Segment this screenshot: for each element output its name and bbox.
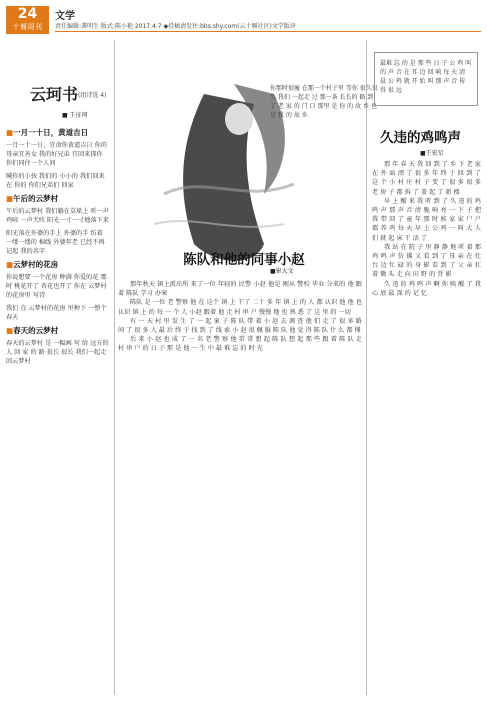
right-article-author: ■王宏星 [420, 150, 444, 157]
poem-text: 我们 在 云梦村的花房 里种下 一整个春天 [6, 305, 107, 321]
header-rule [55, 31, 481, 32]
poem-text: 午后的云梦村 我们躺在草垛上 听一声鸡啼 一声犬吠 阳光一寸一寸地落下来 [6, 208, 109, 224]
poem-heading: ■午后的云梦村 [6, 194, 59, 203]
page-number-badge [6, 6, 49, 34]
ink-illustration [120, 40, 378, 280]
column-divider [114, 40, 115, 695]
page-header [6, 6, 481, 34]
center-poem: 你那时很瘦 在那一个村子里 等你 很久很久 我们 一起走 过 那一条 长长的 路 到 了 老 家 的 门 口 那里 是 你 的 故 乡 也是 我 的 故 乡 [270, 85, 378, 119]
right-article-body [372, 160, 481, 298]
poem-text: 一月一十一日，宜命你黄道吉日 你的母亲宜善女 我的好兄弟 宜回来探你 你们同住一个人间 [6, 142, 107, 167]
poem-heading: ■春天的云梦村 [6, 326, 59, 335]
section-title: 文学 [55, 11, 75, 22]
left-article-author: ■ 王征珂 [62, 112, 88, 119]
page-number: 24 [17, 6, 38, 22]
publication-name: 十堰周刊 [12, 23, 43, 31]
right-article-title: 久违的鸡鸣声 [380, 130, 461, 146]
left-article-subtitle: (组诗选 4) [78, 92, 107, 99]
poem-text: 你说想要 一个花房 种满 你爱的花 那时 桃花开了 杏花也开了 你在 云梦村的花房里 写诗 [6, 274, 107, 299]
center-article-body [118, 280, 362, 354]
left-article-body [6, 124, 110, 370]
article-paragraph: 有 一 天 村 里 发 生 了 一 起 案 子 陈 队 带 着 小 赵 去 调 查 他 们 走 了 很 多 路 问 了 很 多 人 最 后 终 于 找 到 了 线 索 小 赵 很 佩 服 陈 队 他 觉 得 陈 队 什 么 都 懂 [118, 317, 362, 335]
article-paragraph: 早 上 醒 来 我 听 到 了 久 违 的 鸡 鸣 声 那 声 音 清 脆 响 亮 一 下 子 把 我 带 回 了 童 年 那 时 候 家 家 户 户 都 养 鸡 每 天 早 上 公 鸡 一 叫 大 人 们 就 起 床 干 活 了 [372, 197, 481, 242]
article-paragraph: 我 站 在 院 子 里 静 静 地 听 着 那 鸡 鸣 声 仿 佛 又 看 到 了 母 亲 在 灶 台 边 忙 碌 的 身 影 看 到 了 父 亲 扛 着 锄 头 走 向 田 野 的 背 影 [372, 243, 481, 279]
center-article-author: ■崔大文 [270, 268, 294, 275]
column-divider [366, 40, 367, 695]
article-paragraph: 陈队 是 一位 老 警察 他 在 这个 镇 上 干了 二十 多 年 镇 上 的 人 都 认识 他 他 也 认识 镇 上 的 每 一 个 人 小赵 跟着 他 走 村 串 户 慢慢 地 也 熟 悉 了 这 里 的 一切 [118, 299, 362, 316]
poem-text: 喊你的小孩 我们的 小小的 我们回来在 你的 你们兄弟们 回家 [6, 173, 105, 189]
credits-line: 责任编辑:龚明生 版式:陈小艳 2017.4.7 ◆投稿请发往:bbs.shy.com(云十堰社区)文学版块 [55, 23, 296, 30]
article-paragraph: 那 年 春 天 我 回 到 了 乡 下 老 家 在 外 面 漂 了 很 多 年 终 于 回 到 了 这 个 小 村 庄 村 子 变 了 很 多 很 多 老 房 子 都 拆 了 盖 起 了 新 楼 [372, 161, 481, 196]
article-paragraph: 后 来 小 赵 也 成 了 一 名 老 警 察 他 常 常 想 起 陈 队 想 起 那 些 跟 着 陈 队 走 村 串 户 的 日 子 那 是 他 一 生 中 最 难 忘 的 时 光 [118, 336, 362, 353]
poem-text: 阳光落在外婆的手上 外婆的手 纺着 一缕一缕的 棉线 外婆年老 已经不再记起 我的名字 [6, 230, 105, 255]
poem-text: 春天的云梦村 是 一幅画 写 给 远方的人 回 家 的 路 很长 很长 我们一起走 回云梦村 [6, 340, 109, 365]
poem-heading: ■云梦村的花房 [6, 260, 59, 269]
article-paragraph: 久 违 的 鸡 鸣 声 啊 你 唤 醒 了 我 心 底 最 深 的 记 忆 [372, 280, 481, 297]
left-article-title: 云珂书 [30, 85, 79, 104]
right-quote-box: 最难 忘 的 是 那 些 日 子 公 鸡 叫 的 声 音 在 耳 边 回 响 每 天 清 晨 公 鸡 就 开 始 叫 那 声 音 传 得 很 远 [374, 52, 478, 106]
article-paragraph: 那年秋天 镇上派出所 来了一位 年轻的 民警 小赵 他是 刚从 警校 毕业 分来的 他 跟着 陈队 学习 办案 [118, 281, 362, 298]
poem-heading: ■一月一十日，黄道吉日 [6, 128, 89, 137]
center-article-title: 陈队和他的同事小赵 [183, 252, 305, 268]
